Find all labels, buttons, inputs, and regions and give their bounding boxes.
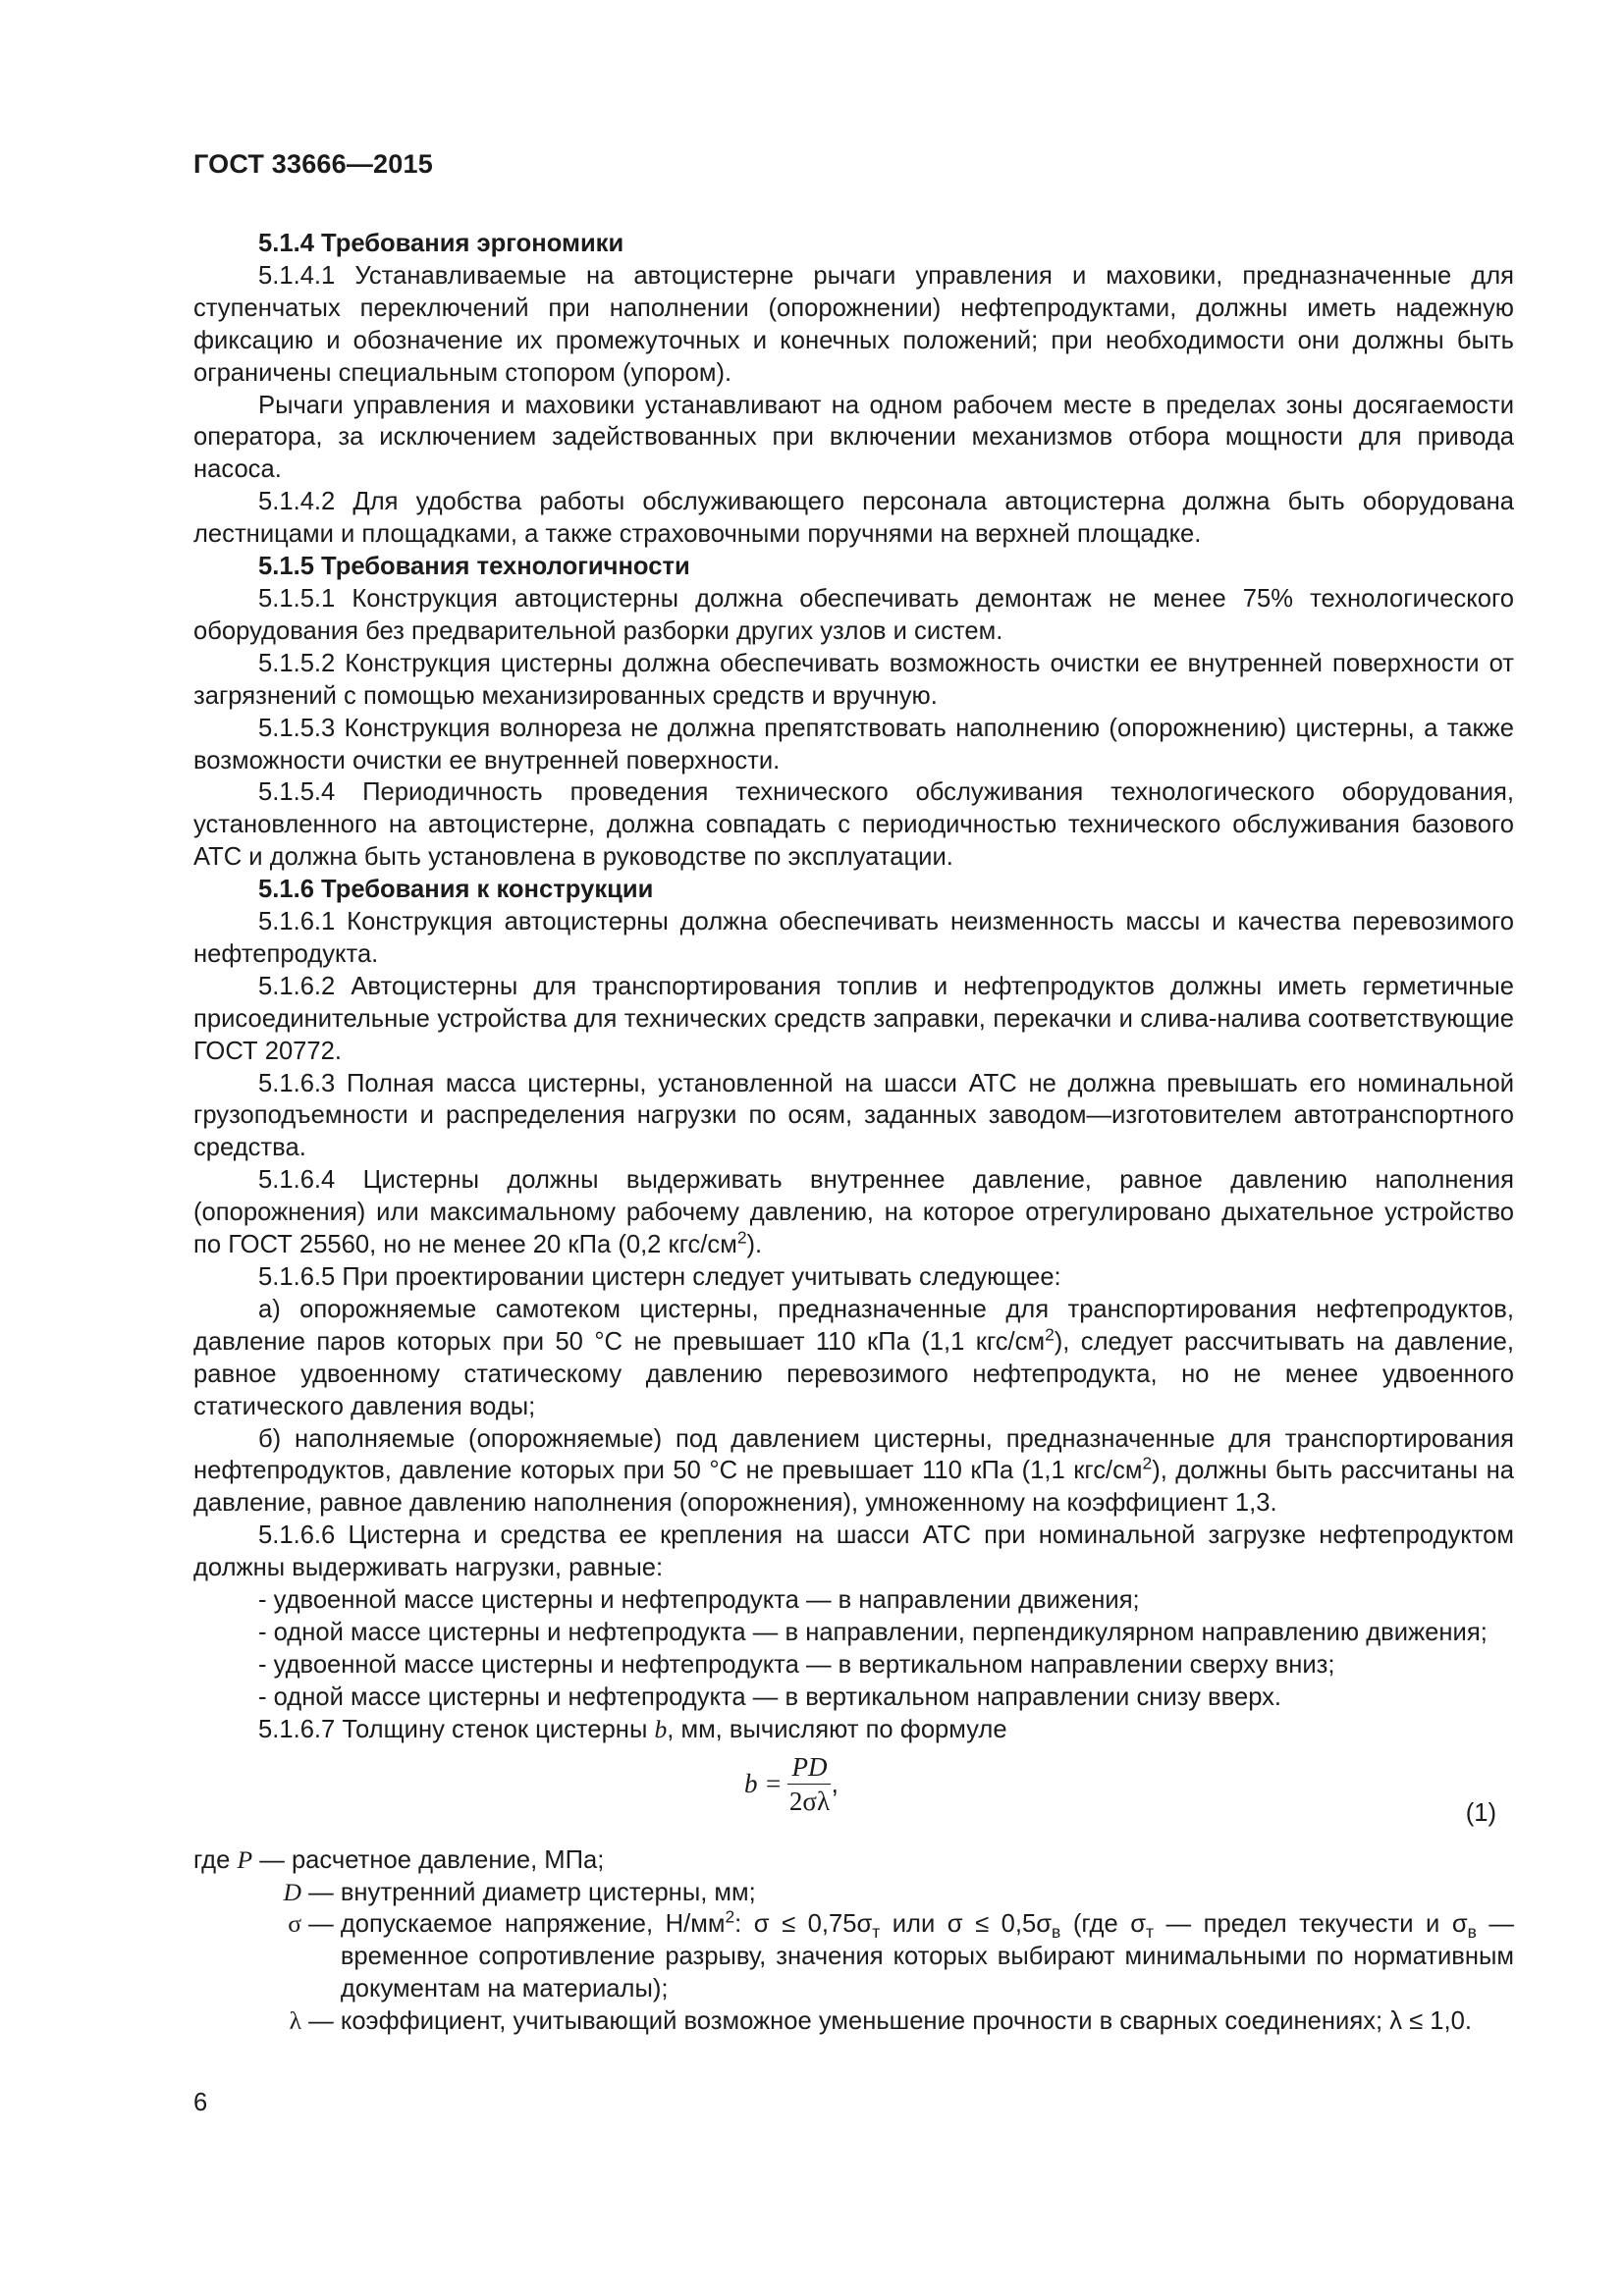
- formula-lhs: b =: [744, 1768, 783, 1798]
- def-d: D — внутренний диаметр цистерны, мм;: [193, 1877, 1514, 1909]
- formula-fraction: [787, 1750, 831, 1818]
- def-lambda-text: коэффициент, учитывающий возможное уменьшение прочности в сварных соединениях; λ ≤ 1,0.: [340, 2007, 1472, 2036]
- paragraph: 5.1.5.3 Конструкция волнореза не должна препятствовать наполнению (опорожнению) цистерны, а также возможности очистки ее внутренней поверхности.: [193, 714, 1514, 774]
- text-blocks: [193, 228, 1514, 1714]
- def-where: где: [193, 1845, 238, 1874]
- paragraph: 5.1.5.1 Конструкция автоцистерны должна обеспечивать демонтаж не менее 75% технологического оборудования без предварительной разборки других узлов и систем.: [193, 584, 1514, 645]
- paragraph: - удвоенной массе цистерны и нефтепродукта — в вертикальном направлении сверху вниз;: [258, 1650, 1335, 1679]
- paragraph: 5.1.6.4 Цистерны должны выдерживать внутреннее давление, равное давлению наполнения (опорожнения) или максимальному рабочему давлению, на которое отрегулировано дыхательное устройство по ГОСТ 25560, но не менее 20 кПа (0,2 кгс/$см^2$).: [193, 1166, 1514, 1259]
- def-sigma-text: допускаемое напряжение, $Н/мм^2$: $\sigma \le 0,75\sigma_т$ или $\sigma \le 0,5\sigma_в$ (где $\sigma_т$ — предел текучести и $\sigma_в$ — временное сопротивление разрыву, значения которых выбирают минимальными по нормативным документам на материалы);: [340, 1906, 1514, 2003]
- section-heading: 5.1.5 Требования технологичности: [258, 553, 690, 581]
- formula-number: (1): [1465, 1798, 1496, 1827]
- def-lambda: λ — коэффициент, учитывающий возможное уменьшение прочности в сварных соединениях; λ ≤ 1,0.: [193, 2005, 1514, 2038]
- section-heading: 5.1.6 Требования к конструкции: [258, 876, 654, 904]
- formula-numerator: PD: [787, 1750, 831, 1785]
- paragraph: 5.1.4.2 Для удобства работы обслуживающего персонала автоцистерна должна быть оборудована лестницами и площадками, а также страховочными поручнями на верхней площадке.: [193, 488, 1514, 549]
- section-heading: 5.1.4 Требования эргономики: [258, 230, 624, 257]
- paragraph: 5.1.6.1 Конструкция автоцистерны должна обеспечивать неизменность массы и качества перевозимого нефтепродукта.: [193, 908, 1514, 968]
- paragraph: 5.1.6.2 Автоцистерны для транспортирования топлив и нефтепродуктов должны иметь герметичные присоединительные устройства для технических средств заправки, перекачки и слива-налива соответствующие ГОСТ 20772.: [193, 972, 1514, 1065]
- formula-denominator: 2σλ: [788, 1786, 831, 1816]
- def-d-symbol: D: [283, 1877, 301, 1906]
- paragraph: 5.1.5.2 Конструкция цистерны должна обеспечивать возможность очистки ее внутренней поверхности от загрязнений с помощью механизированных средств и вручную.: [193, 649, 1514, 710]
- paragraph: - удвоенной массе цистерны и нефтепродукта — в направлении движения;: [258, 1586, 1140, 1615]
- formula-intro-var: b: [654, 1714, 668, 1743]
- paragraph: Рычаги управления и маховики устанавливают на одном рабочем месте в пределах зоны досягаемости оператора, за исключением задействованных при включении механизмов отбора мощности для привода насоса.: [193, 391, 1514, 484]
- paragraph: а) опорожняемые самотеком цистерны, предназначенные для транспортирования нефтепродуктов, давление паров которых при 50 °С не превышает 110 кПа (1,1 кгс/$см^2$), следует рассчитывать на давление, равное удвоенному статическому давлению перевозимого нефтепродукта, но не менее удвоенного статического давления воды;: [193, 1295, 1515, 1420]
- paragraph: - одной массе цистерны и нефтепродукта — в вертикальном направлении снизу вверх.: [258, 1682, 1282, 1711]
- paragraph: - одной массе цистерны и нефтепродукта — в направлении, перпендикулярном направлению движения;: [258, 1618, 1488, 1646]
- page-number: 6: [193, 2089, 208, 2116]
- paragraph: 5.1.6.5 При проектировании цистерн следует учитывать следующее:: [258, 1263, 1061, 1291]
- paragraph: 5.1.4.1 Устанавливаемые на автоцистерне рычаги управления и маховики, предназначенные для ступенчатых переключений при наполнении (опорожнении) нефтепродуктами, должны иметь надежную фиксацию и обозначение их промежуточных и конечных положений; при необходимости они должны быть ограничены специальным стопором (упором).: [193, 261, 1514, 387]
- def-p-symbol: P: [237, 1844, 253, 1874]
- paragraph: 5.1.6.6 Цистерна и средства ее крепления на шасси АТС при номинальной загрузке нефтепродуктом должны выдерживать нагрузки, равные:: [193, 1522, 1514, 1582]
- def-sigma: σ — допускаемое напряжение, $Н/мм^2$: $\sigma \le 0,75\sigma_т$ или $\sigma \le 0,5\sigma_в$ (где $\sigma_т$ — предел текучести и $\sigma_в$ — временное сопротивление разрыву, значения которых выбирают минимальными по нормативным документам на материалы);: [193, 1908, 1514, 2005]
- formula-tail: ,: [831, 1768, 839, 1798]
- def-p-text: расчетное давление, МПа;: [291, 1845, 605, 1874]
- formula-definitions: [193, 1844, 1514, 2038]
- def-p: где P — расчетное давление, МПа;: [193, 1844, 1514, 1877]
- formula-1: [193, 1746, 1514, 1844]
- document-header: ГОСТ 33666—2015: [193, 149, 433, 179]
- formula-intro-pre: 5.1.6.7 Толщину стенок цистерны: [258, 1715, 655, 1743]
- paragraph: 5.1.5.4 Периодичность проведения технического обслуживания технологического оборудования, установленного на автоцистерне, должна совпадать с периодичностью технического обслуживания базового АТС и должна быть установлена в руководстве по эксплуатации.: [193, 778, 1514, 872]
- formula-intro: [193, 1714, 1514, 1746]
- formula-intro-post: , мм, вычисляют по формуле: [667, 1715, 1007, 1743]
- def-d-text: внутренний диаметр цистерны, мм;: [340, 1878, 756, 1906]
- paragraph: 5.1.6.3 Полная масса цистерны, установленной на шасси АТС не должна превышать его номинальной грузоподъемности и распределения нагрузки по осям, заданных заводом—изготовителем автотранспортного средства.: [193, 1069, 1514, 1162]
- def-sigma-symbol: σ: [288, 1909, 301, 1939]
- paragraph: б) наполняемые (опорожняемые) под давлением цистерны, предназначенные для транспортирования нефтепродуктов, давление которых при 50 °С не превышает 110 кПа (1,1 кгс/$см^2$), должны быть рассчитаны на давление, равное давлению наполнения (опорожнения), умноженному на коэффициент 1,3.: [193, 1424, 1514, 1518]
- def-lambda-symbol: λ: [289, 2006, 301, 2036]
- document-body: [193, 228, 1514, 2038]
